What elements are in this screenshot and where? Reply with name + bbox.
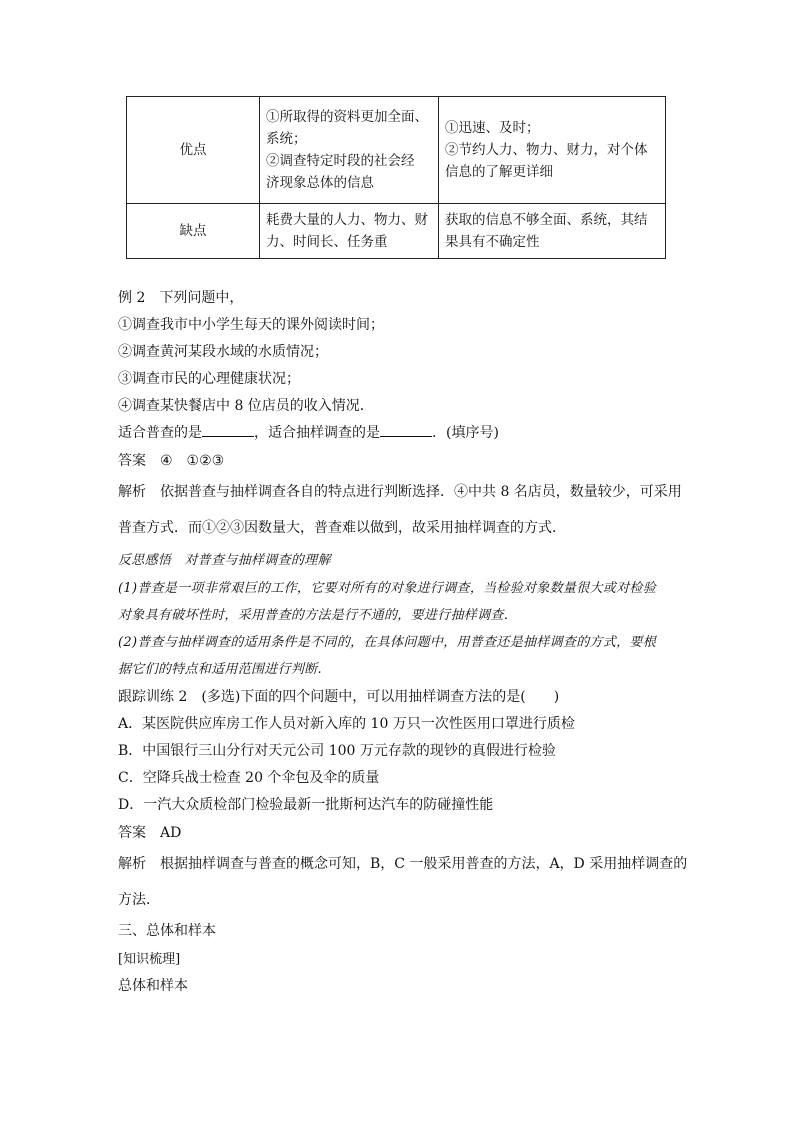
list-item: ④调查某快餐店中 8 位店员的收入情况． (118, 398, 374, 414)
example2-question (118, 422, 499, 442)
cell-line: 耗费大量的人力、物力、财 (266, 212, 428, 228)
training2-answer (118, 822, 181, 842)
answer-label: 答案 (118, 825, 146, 841)
section-topic: 总体和样本 (118, 978, 188, 994)
cell-sampling-advantages (439, 97, 666, 204)
answer-value: AD (160, 825, 182, 841)
cell-line: 信息的了解更详细 (445, 164, 553, 180)
option-d: D．一汽大众质检部门检验最新一批斯柯达汽车的防碰撞性能 (118, 797, 494, 813)
answer-blank (380, 422, 432, 437)
reflection-paragraph: (1)普查是一项非常艰巨的工作，它要对所有的对象进行调查，当检验对象数量很大或对检验 (118, 581, 657, 596)
answer-label: 答案 (118, 453, 146, 469)
analysis-label: 解析 (118, 484, 146, 500)
list-item: ③调查市民的心理健康状况； (118, 371, 300, 387)
question-text: ，适合抽样调查的是 (254, 425, 380, 441)
cell-line: 果具有不确定性 (445, 234, 540, 250)
cell-line: ②节约人力、物力、财力，对个体 (445, 142, 648, 158)
example2-answer (118, 450, 224, 470)
section-subheading: [知识梳理] (118, 952, 181, 967)
cell-census-advantages (260, 97, 439, 204)
answer-value: ④ ①②③ (160, 453, 225, 469)
cell-line: ①迅速、及时； (445, 120, 540, 136)
example2-title: 例 2 下列问题中， (118, 290, 244, 306)
reflection-paragraph: 对象具有破坏性时，采用普查的方法是行不通的，要进行抽样调查． (118, 608, 518, 623)
list-item: ②调查黄河某段水域的水质情况； (118, 344, 328, 360)
section-heading: 三、总体和样本 (118, 923, 216, 939)
row-header-disadvantages: 缺点 (127, 204, 260, 259)
training2-analysis-line (118, 853, 687, 873)
option-a: A．某医院供应库房工作人员对新入库的 10 万只一次性医用口罩进行质检 (118, 716, 575, 732)
table-row (127, 204, 666, 259)
reflection-paragraph: (2)普查与抽样调查的适用条件是不同的，在具体问题中，用普查还是抽样调查的方式，要根 (118, 635, 657, 650)
cell-line: 获取的信息不够全面、系统，其结 (445, 212, 648, 228)
question-text: ．(填序号) (432, 425, 499, 441)
cell-sampling-disadvantages (439, 204, 666, 259)
reflection-title: 反思感悟 对普查与抽样调查的理解 (118, 553, 331, 568)
table-row (127, 97, 666, 204)
training2-analysis-line: 方法． (118, 892, 160, 908)
list-item: ①调查我市中小学生每天的课外阅读时间； (118, 317, 384, 333)
option-c: C．空降兵战士检查 20 个伞包及伞的质量 (118, 770, 380, 786)
row-header-advantages: 优点 (127, 97, 260, 204)
question-text: 适合普查的是 (118, 425, 202, 441)
cell-line: 济现象总体的信息 (266, 175, 374, 191)
training2-title: 跟踪训练 2 (多选)下面的四个问题中，可以用抽样调查方法的是( ) (118, 689, 560, 705)
reflection-paragraph: 据它们的特点和适用范围进行判断. (118, 662, 322, 677)
cell-line: ②调查特定时段的社会经 (266, 153, 415, 169)
example2-analysis-line: 普查方式．而①②③因数量大，普查难以做到，故采用抽样调查的方式． (118, 520, 566, 536)
answer-blank (202, 422, 254, 437)
analysis-text: 依据普查与抽样调查各自的特点进行判断选择．④中共 8 名店员，数量较少，可采用 (160, 484, 682, 500)
cell-line: 系统； (266, 131, 307, 147)
example2-analysis-line (118, 481, 682, 501)
cell-census-disadvantages (260, 204, 439, 259)
analysis-text: 根据抽样调查与普查的概念可知，B，C 一般采用普查的方法，A，D 采用抽样调查的 (160, 856, 688, 872)
analysis-label: 解析 (118, 856, 146, 872)
cell-line: ①所取得的资料更加全面、 (266, 109, 428, 125)
comparison-table (126, 96, 666, 259)
option-b: B．中国银行三山分行对天元公司 100 万元存款的现钞的真假进行检验 (118, 743, 556, 759)
cell-line: 力、时间长、任务重 (266, 234, 388, 250)
